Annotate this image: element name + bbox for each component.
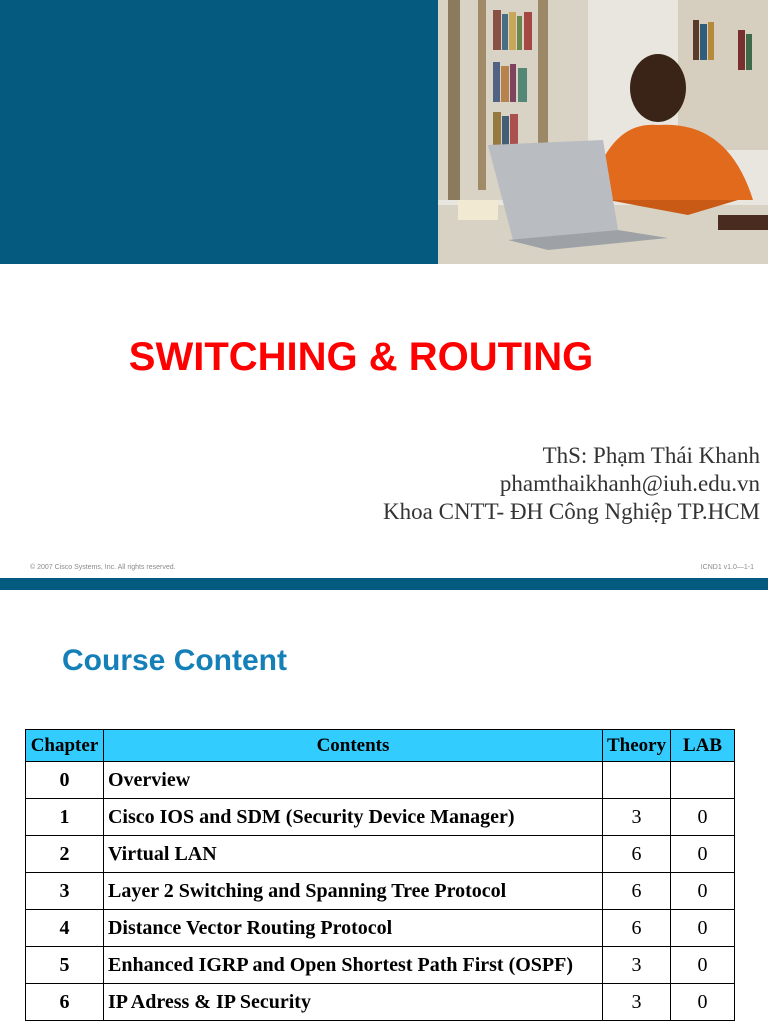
theory-cell: 6 [603, 836, 671, 873]
theory-cell: 3 [603, 947, 671, 984]
lab-cell: 0 [671, 836, 735, 873]
contents-cell: Distance Vector Routing Protocol [103, 910, 602, 947]
header-chapter: Chapter [26, 730, 104, 762]
author-email: phamthaikhanh@iuh.edu.vn [499, 471, 760, 496]
contents-cell: IP Adress & IP Security [103, 984, 602, 1021]
lab-cell: 0 [671, 910, 735, 947]
course-content-slide [0, 590, 768, 1024]
table-row [26, 762, 735, 799]
contents-cell: Overview [103, 762, 602, 799]
chapter-cell: 2 [26, 836, 104, 873]
author-block [383, 442, 760, 526]
chapter-cell: 0 [26, 762, 104, 799]
theory-cell: 6 [603, 873, 671, 910]
chapter-cell: 5 [26, 947, 104, 984]
lab-cell: 0 [671, 873, 735, 910]
course-table [25, 729, 735, 1021]
header-theory: Theory [603, 730, 671, 762]
table-row [26, 799, 735, 836]
lab-cell: 0 [671, 799, 735, 836]
table-row [26, 873, 735, 910]
theory-cell: 3 [603, 799, 671, 836]
theory-cell: 3 [603, 984, 671, 1021]
table-row [26, 910, 735, 947]
contents-cell: Virtual LAN [103, 836, 602, 873]
contents-cell: Layer 2 Switching and Spanning Tree Protocol [103, 873, 602, 910]
lab-cell: 0 [671, 984, 735, 1021]
contents-cell: Cisco IOS and SDM (Security Device Manager) [103, 799, 602, 836]
contents-cell: Enhanced IGRP and Open Shortest Path First (OSPF) [103, 947, 602, 984]
slide-title: SWITCHING & ROUTING [128, 335, 594, 379]
header-contents: Contents [103, 730, 602, 762]
chapter-cell: 6 [26, 984, 104, 1021]
theory-cell: 6 [603, 910, 671, 947]
slide-heading: Course Content [62, 644, 287, 677]
chapter-cell: 4 [26, 910, 104, 947]
theory-cell [603, 762, 671, 799]
slide-number-footer: ICND1 v1.0—1-1 [700, 564, 754, 571]
table-row [26, 984, 735, 1021]
lab-cell [671, 762, 735, 799]
student-laptop-photo [438, 0, 768, 264]
table-row [26, 836, 735, 873]
lab-cell: 0 [671, 947, 735, 984]
chapter-cell: 3 [26, 873, 104, 910]
chapter-cell: 1 [26, 799, 104, 836]
header-lab: LAB [671, 730, 735, 762]
copyright-footer: © 2007 Cisco Systems, Inc. All rights reserved. [30, 564, 176, 571]
table-row [26, 947, 735, 984]
slide-divider [0, 578, 768, 590]
author-faculty: Khoa CNTT- ĐH Công Nghiệp TP.HCM [383, 499, 760, 524]
table-header-row [26, 730, 735, 762]
author-name: ThS: Phạm Thái Khanh [542, 443, 760, 468]
blue-banner [0, 0, 438, 264]
